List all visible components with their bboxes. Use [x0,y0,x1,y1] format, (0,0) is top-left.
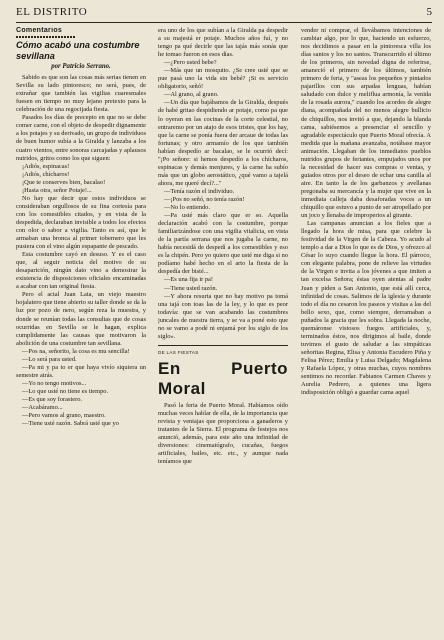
paragraph: ¡Que te conserves bien, bacalao! [22,178,106,186]
article2-body-col3 [301,27,431,397]
paragraph: —Pa mi y pa to er que haya vivío siquiera un semestre atrás. [16,363,146,379]
paragraph: —Tiene usted razón. [164,284,218,292]
paragraph: —Y ahora resurta que no hay motivo pa tomá una tajá con toas las de la ley, y lo que es peor todavía: que se van acabando las costumbres juncales de nuestra tierra, y se va a poné esto que no se vamo a podé ni enjamá por los siglo de los siglo». [158,292,288,340]
paragraph: —Pos na, señorito, la cosa es mu sencilla! [22,347,130,355]
paragraph: —Un día que bajábamos de la Giralda, después de habé gritao despidiendo ar potaje, como pa que lo oyeran en las cocinas de la corte celestial, no entraremo por un atajo de esos tristes, que los hay, que la carne se ponía fuera der arcaue de todas las fortunas; y otro armamío de los que también habían despedío ar bacalao, se le ocurrió decí: "¡Po señore: si hemos despedío a los chícharos, espinacas y demás menjures, y la carne ha subío más que un globo aerostático, ¿qué vamo a tajelá ahora, me queré decí?..." [158,99,288,187]
paragraph: —Al grano, al grano. [164,91,219,99]
paragraph: Las campanas anuncian a los fieles que a llegado la hora de misa, para que celebre la festividad de la Virgen de la Cabeza. Yo acudo al templo a dar a Dios lo que es de Dios, y ofrezco al César lo suyo cuando llegue la hora. El párroco, con elegante palabra, pone de relieve las virtudes de la Virgen e invita a los jóvenes a que imiten a tan excelsa Señora; éstas oyen atentas al padre Juan y piden a San Antonio, que está allí cerca, infinidad de cosas. Salimos de la iglesia y durante todo el día no cesaron los paseos y visitas a las del bello sexo, que, como siempre, derramaban a puñados la gracia que les sobra. Llegada la noche, quemáronse vistosos fuegos artificiales, y, terminados éstos, nos dirigimos al baile, donde tuvimos el gusto de saludar a las simpáticas señoritas Regina, Elisa y Antonia Escudero Piña y Felisa Pérez; Emilia y Luisa Delgado; Magdalena y Rafaela López, y otras muchas, cuyos nombres sentimos no recordar. Fabianos Carmen Chaves y Aurelia Pedrero, a quienes una ligera indisposición obligó a guardar cama aquel [301,220,431,397]
paragraph: Pasó la feria de Puerto Moral. Habíamos oído muchas veces hablar de ella, de la importancia que revista y ventajas que proporciona a ganaderos y tratantes de la Sierra. El programa de festejos nos anunció, además, para este año una infinidad de diversiones: cinematógrafo, cucañas, fuegos artificiales, bailes, etc. etc., y aunque nada teníamos que [158,401,288,466]
article-divider [158,345,288,346]
paragraph: —Tiene usté razón. Sabrá usté que yo [22,420,119,428]
paragraph: —Yo no tengo motivos... [22,379,87,387]
paragraph: —Lo será para usted. [22,355,77,363]
paragraph: —Acabáramo... [22,404,63,412]
page-number: 5 [426,6,432,18]
paragraph: ¡Adiós, espinacas! [22,162,70,170]
section-label-comentarios: Comentarios [16,27,146,38]
paragraph: era uno de los que subían a la Giralda pa despedir a su majestá er potaje. Muchos años fuí, y no tengo pa qué decirle que las tajás más sonás que he tomao fueron en esos días. [158,27,288,59]
section-label-fiestas: DE LAS FIESTAS [158,349,199,355]
paragraph: —Es una fija ir pa! [164,276,213,284]
paragraph: ¡Adiós, chícharos! [22,170,70,178]
paragraph: —Lo que usté no tiene es tiempo. [22,387,109,395]
paragraph: No hay que decir que estos individuos se consideraban orgullosos de su fina cortesía para con los comestibles citados, y en vista de la despedida, declaraban invisible a todos los efectos con olor o sabor a vigilia. Tanto es así, que le armaban una bronca al primer tobernero que les pusiera con el vino algún espapante de pescado. [16,194,146,251]
article-byline: por Patricio Serrano. [51,63,111,71]
column-1 [16,27,146,627]
paragraph: Pero el actal Juan Lata, un viejo maestro hojalatero que tiene abierto su taller donde se da la luz por pozo de nero, según reza la muestra, y donde se reunían todas las consultas que de cosas ocurridas en Sevilla se le hagan, explica cumplidamente las causas que motivaron la abolición de una costumbre tan sevillana. [16,291,146,347]
paragraph: Sabido es que son las cosas más serias tienen en Sevilla su lado pintoresco; no será, pues, de extrañar que también las vigilias cuaresmales fuesen en tiempo no muy lejano pretexto para la celebración de una regocijada fiesta. [16,74,146,114]
paragraph: —Pero vamos al grano, maestro. [22,412,106,420]
article-body-col1 [16,74,146,428]
article2-title: En Puerto Moral [158,358,288,398]
column-2 [158,27,288,627]
paragraph: —¡Pos no señó, no tenía razón! [164,195,245,203]
paragraph: —Más que un mosquito. ¿Se cree usté que se pue pasá uno la vida sin bebé? ¡Si es servicio obligatorio, señó! [158,67,288,91]
paragraph: Pasados los días de precepto en que no se debe comer carne, con el objeto de despedir dignamente a los potajes y su derivado, un grupo de individuos de buen humor subía a la Giralda y lanzaba a los cuatro vientos, entre sonoras carcajadas y aplausos nutridos, gritos como los que siguen: [16,114,146,162]
paragraph: —¿Pero usted bebe? [164,59,217,67]
paragraph: —Tenía razón el individuo. [164,187,235,195]
paragraph: —Pa usté más claro que er so. Aquella declaración acabó con la costumbre, porque familiarizándose con una vigilia vitalicia, en vista de la partía serrana que nos jugaba la carne, no había necesidá de despedí a los comestibles y eso es la chipén. Pero yo quiero que usté me diga si no podíamo habé hecho en el arto la fiesta de la despedía der bisté... [158,212,288,276]
column-3 [301,27,431,627]
masthead [16,6,432,23]
paragraph: —Es que soy forastero. [22,395,82,403]
article-body-col2 [158,27,288,341]
paragraph: —No lo entiendo. [164,204,210,212]
article-title: Cómo acabó una costumbre sevillana [16,40,140,62]
article2-body-col2 [158,402,288,466]
paragraph: vender ni comprar, el llevábamos intenciones de cambiar algo, por lo que, haciendo un esfuerzo, nos decidimos a pasar en la pintoresca villa los días santos y los no santos. Transcurrido el último de los primeros, sin novedad digna de referirse, amaneció el primero de los últimos, también primero de feria, y "aseas los pequeños y pintados pajarillos con sus arpadas lenguas, habían saludado con dulce y meliflua armonía, la venida de la rosada aurora," cuando los acordes de alegre diana, acompañada del no menos alegre bullicio de chiquillos, nos invitó a que, dejando la blanda cama, sabiésemos a presenciar el sencillo y agradable espectáculo que Puerto Moral ofrecía. A medida que la mañana avanzaba, notábase mayor animación. Llegaban de los inmediatos pueblos nutridos grupos de feriantes, empujados unos por la necesidad de hacer sus compras o ventas, y guiados otros por el deseo de echar una canilla al aire. En tanto la de los garbanzos y avellanas pregonaba su mercancía y la mujer que vive en la inmediata calleja daba desaforadas voces a un chiquillo que estuvo a punto de ser atropellado por un joco y llenaba de improperios al girante. [301,27,431,220]
publication-name: EL DISTRITO [16,6,88,18]
paragraph: Esta costumbre cayó en desuso. Y es el caso que, al seguir noticia del motivo de su desaparición, ningún dato vino a demostrar la existencia de disposiciones oficiales encaminadas a acabar con tan original fiesta. [16,251,146,291]
paragraph: ¡Hasta otra, señor Potaje!... [22,186,92,194]
